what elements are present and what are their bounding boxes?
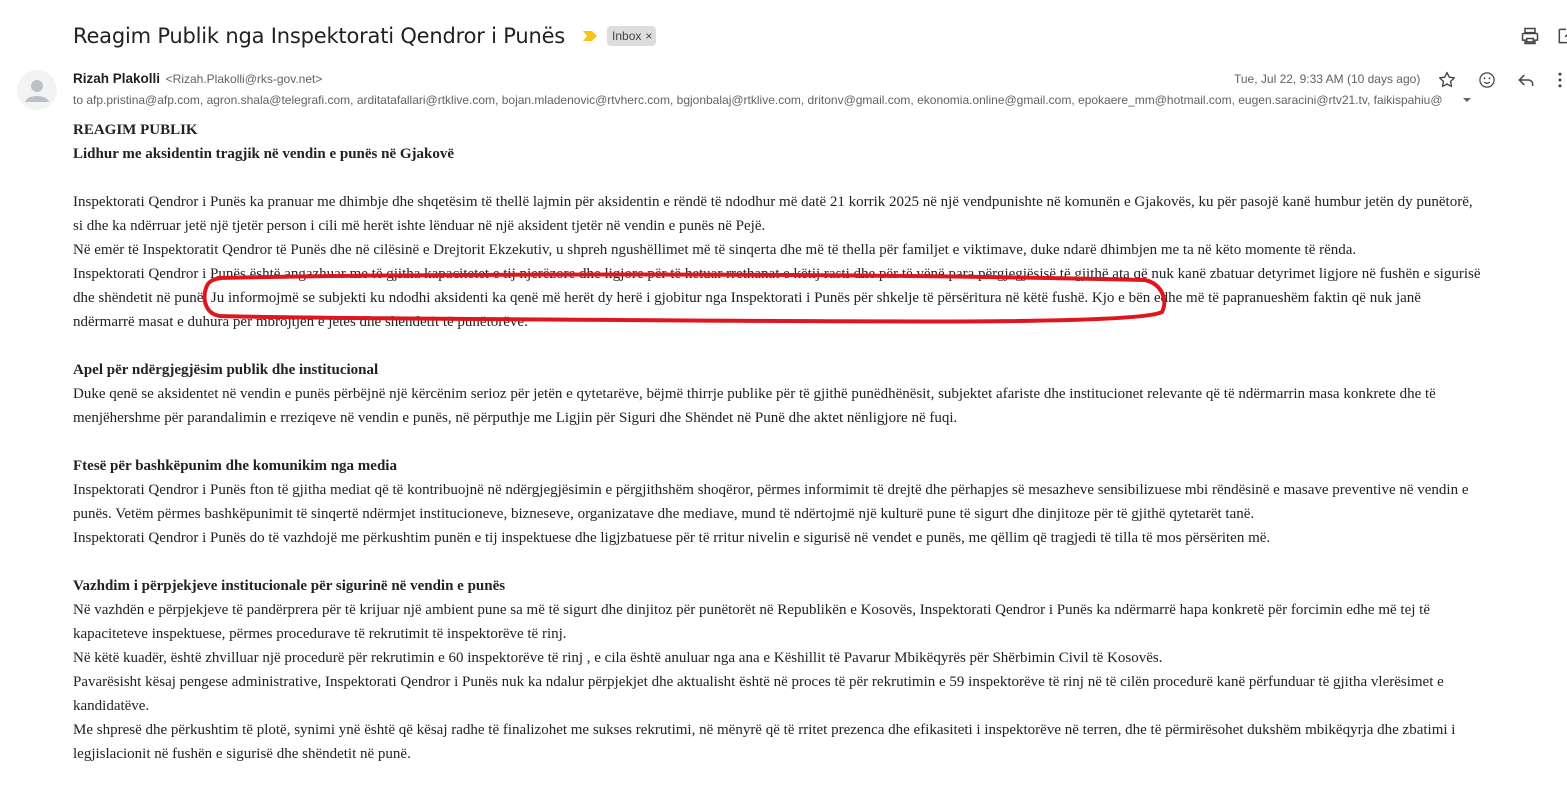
body-heading-ftese: Ftesë për bashkëpunim dhe komunikim nga media xyxy=(73,458,397,474)
email-body xyxy=(73,118,1567,766)
inbox-label-chip[interactable] xyxy=(607,26,656,46)
body-paragraph: menjëhershme për parandalimin e rreziqeve në vendin e punës, në përputhje me Ligjin për Siguri dhe Shëndet në Punë dhe aktet nënligjore në fuqi. xyxy=(73,410,958,426)
body-paragraph: legjislacionit në fushën e sigurisë dhe shëndetit në punë. xyxy=(73,746,411,762)
body-paragraph: si dhe ka ndërruar jetë një tjetër person i cili më herët ishte lënduar në një aksident tjetër në vendin e punës në Pejë. xyxy=(73,218,766,234)
body-paragraph: Inspektorati Qendror i Punës do të vazhdojë me përkushtim punën e tij inspektuese dhe ligjzbatuese për të rritur nivelin e sigurisë në vendet e punës, me qëllim që tragjedi të tilla të mos përsëriten më. xyxy=(73,530,1271,546)
print-icon[interactable] xyxy=(1520,26,1540,46)
star-icon[interactable] xyxy=(1437,70,1457,90)
remove-label-button[interactable]: × xyxy=(645,29,653,43)
body-text: Kjo e bën edhe më të papranueshëm faktin që nuk janë xyxy=(1091,290,1421,306)
sender-email: <Rizah.Plakolli@rks-gov.net> xyxy=(165,72,323,86)
sender-avatar[interactable] xyxy=(17,70,57,110)
body-heading-lidhur: Lidhur me aksidentin tragjik në vendin e punës në Gjakovë xyxy=(73,146,455,162)
body-paragraph: ndërmarrë masat e duhura për mbrojtjen e jetës dhe shëndetit të punëtorëve. xyxy=(73,314,528,330)
body-paragraph xyxy=(73,286,1567,310)
email-date: Tue, Jul 22, 9:33 AM (10 days ago) xyxy=(1234,72,1421,86)
body-heading-apel: Apel për ndërgjegjësim publik dhe institucional xyxy=(73,362,379,378)
sender-line xyxy=(73,71,322,86)
body-paragraph: Duke qenë se aksidentet në vendin e punës përbëjnë një kërcënim serioz për jetën e qytetarëve, bëjmë thirrje publike për të gjithë punëdhënësit, subjektet afariste dhe institucionet relevante që të ndërmarrin masa konkrete dhe të xyxy=(73,386,1436,402)
body-text: dhe shëndetit në punë. xyxy=(73,290,208,306)
body-paragraph: Në këtë kuadër, është zhvilluar një procedurë për rekrutimin e 60 inspektorëve të rinj , e cila është anuluar nga ana e Këshillit të Pavarur Mbikëqyrës për Shërbimin Civil të Kosovës. xyxy=(73,650,1163,666)
body-paragraph: Inspektorati Qendror i Punës është angazhuar me të gjitha kapacitetet e tij njerëzore dhe ligjore për të hetuar rrethanat e këtij rasti dhe për të vënë para përgjegjësisë të gjithë ata që nuk kanë zbatuar detyrimet ligjore në fushën e sigurisë xyxy=(73,266,1481,282)
highlighted-sentence: Ju informojmë se subjekti ku ndodhi aksidenti ka qenë më herët dy herë i gjobitur nga Inspektorati i Punës për shkelje të përsëritura në këtë fushë. xyxy=(210,290,1089,306)
body-paragraph: kandidatëve. xyxy=(73,698,150,714)
default-avatar-icon xyxy=(17,70,57,110)
body-paragraph: Me shpresë dhe përkushtim të plotë, synimi ynë është që kësaj radhe të finalizohet me sukses rekrutimi, në mënyrë që të rritet prezenca dhe efikasiteti i inspektorëve në terren, dhe të përmirësohet dukshëm mbikëqyrja dhe zbatimi i xyxy=(73,722,1456,738)
body-paragraph: punës. Vetëm përmes bashkëpunimit të sinqertë ndërmjet institucioneve, bizneseve, organizatave dhe mediave, mund të ndërtojmë një kulturë pune të sigurt dhe dinjitoze për të gjithë qytetarët tanë. xyxy=(73,506,1255,522)
important-marker-icon[interactable] xyxy=(583,30,597,42)
body-paragraph: Në vazhdën e përpjekjeve të pandërprera për të krijuar një ambient pune sa më të sigurt dhe dinjitoz për punëtorët në Republikën e Kosovës, Inspektorati Qendror i Punës ka ndërmarrë hapa konkretë për forcimin edhe më tej të xyxy=(73,602,1430,618)
recipients-line: to afp.pristina@afp.com, agron.shala@telegrafi.com, arditatafallari@rtklive.com, bojan.mladenovic@rtvherc.com, bgjonbalaj@rtklive.com, dritonv@gmail.com, ekonomia.online@gmail.com, epokaere_mm@hotmail.com, eugen.saracini@rtv21.tv, faikispahiu@ xyxy=(73,93,1443,107)
subject-row xyxy=(73,20,656,52)
email-subject: Reagim Publik nga Inspektorati Qendror i Punës xyxy=(73,24,566,48)
body-paragraph: Inspektorati Qendror i Punës fton të gjitha mediat që të kontribuojnë në ndërgjegjësimin e përgjithshëm shoqëror, përmes informimit të drejtë dhe përhapjes së mesazheve sensibilizuese mbi rëndësinë e masave preventive në vendin e xyxy=(73,482,1469,498)
body-paragraph: Në emër të Inspektoratit Qendror të Punës dhe në cilësinë e Drejtorit Ekzekutiv, u shpreh ngushëllimet më të sinqerta dhe më të thella për familjet e viktimave, duke ndarë dhimbjen me ta në këto momente të rënda. xyxy=(73,242,1357,258)
body-heading-vazhdim: Vazhdim i përpjekjeve institucionale për sigurinë në vendin e punës xyxy=(73,578,506,594)
body-paragraph: kapaciteteve inspektuese, përmes procedurave të rekrutimit të inspektorëve të rinj. xyxy=(73,626,567,642)
sender-name[interactable]: Rizah Plakolli xyxy=(73,71,161,86)
body-heading-reagim: REAGIM PUBLIK xyxy=(73,122,198,138)
body-paragraph: Inspektorati Qendror i Punës ka pranuar me dhimbje dhe shqetësim të thellë lajmin për aksidentin e rëndë të ndodhur më datë 21 korrik 2025 në një vendpunishte në komunën e Gjakovës, ku për pasojë kanë humbur jetën dy punëtorë, xyxy=(73,194,1473,210)
open-in-new-window-icon[interactable] xyxy=(1556,26,1567,46)
reply-icon[interactable] xyxy=(1516,70,1536,90)
body-paragraph: Pavarësisht kësaj pengese administrative, Inspektorati Qendror i Punës nuk ka ndalur përpjekjet dhe aktualisht është në proces të për rekrutimin e 59 inspektorëve të rinj në të cilën procedurë kanë përfunduar të gjitha vlerësimet e xyxy=(73,674,1444,690)
emoji-reaction-icon[interactable] xyxy=(1477,70,1497,90)
chevron-down-icon[interactable] xyxy=(1461,94,1473,106)
inbox-label-text: Inbox xyxy=(612,29,642,43)
more-vert-icon[interactable] xyxy=(1553,70,1567,90)
